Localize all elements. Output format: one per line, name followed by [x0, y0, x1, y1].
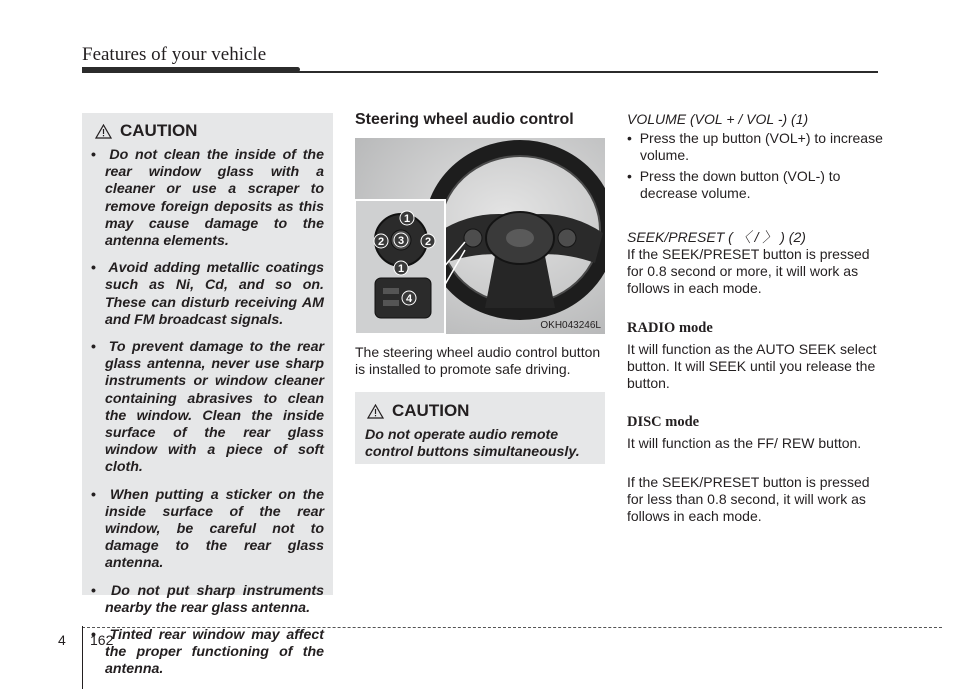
caution-item: • Tinted rear window may affect the proper functioning of the antenna.: [91, 627, 324, 679]
warning-triangle-icon: [95, 124, 112, 139]
chapter-number: 4: [58, 632, 66, 648]
figure-code: OKH043246L: [540, 320, 601, 331]
footer-vertical-rule: [82, 626, 83, 689]
header-title: Features of your vehicle: [82, 44, 267, 65]
steering-wheel-figure: [355, 138, 605, 334]
seek-heading: SEEK/PRESET ( 〈 / 〉 ) (2): [627, 229, 806, 245]
callout-1-bottom: 1: [397, 263, 405, 275]
volume-heading: VOLUME (VOL + / VOL -) (1): [627, 111, 809, 127]
steering-wheel-illustration: [355, 138, 605, 334]
caution-box-middle: [355, 392, 605, 464]
page-number: 162: [90, 632, 114, 648]
callout-4: 4: [405, 293, 413, 305]
disc-mode-paragraph: It will function as the FF/ REW button.: [627, 435, 862, 451]
section-title: Steering wheel audio control: [355, 111, 574, 128]
volume-item: • Press the down button (VOL-) to decrease volume.: [627, 168, 841, 201]
footer-divider: [82, 627, 942, 628]
caution-heading: CAUTION: [120, 121, 198, 140]
radio-mode-heading: RADIO mode: [627, 320, 713, 336]
caution-text: Do not operate audio remote control buttons simultaneously.: [365, 427, 580, 460]
caution-item: • To prevent damage to the rear glass antenna, never use sharp instruments or window cleaner containing abrasives to clean the window. Clean the inside surface of the rear glass window with a piece of soft cloth.: [91, 339, 324, 477]
caution-item: • Do not clean the inside of the rear window glass with a cleaner or use a scraper to remove foreign deposits as this may cause damage to the antenna elements.: [91, 147, 324, 250]
disc-mode-heading: DISC mode: [627, 414, 700, 430]
warning-triangle-icon: [367, 404, 384, 419]
intro-paragraph: The steering wheel audio control button is installed to promote safe driving.: [355, 344, 601, 377]
seek-paragraph: If the SEEK/PRESET button is pressed for 0.8 second or more, it will work as follows in each mode.: [627, 246, 870, 296]
caution-heading: CAUTION: [392, 401, 470, 420]
callout-2-left: 2: [377, 236, 385, 248]
callout-2-right: 2: [424, 236, 432, 248]
caution-item: • When putting a sticker on the inside surface of the rear window, be careful not to damage to the rear glass antenna.: [91, 487, 324, 573]
caution-item: • Avoid adding metallic coatings such as Ni, Cd, and so on. These can disturb receiving AM and FM broadcast signals.: [91, 260, 324, 329]
radio-mode-paragraph: It will function as the AUTO SEEK select button. It will SEEK until you release the button.: [627, 341, 877, 391]
callout-1-top: 1: [403, 213, 411, 225]
caution-item: • Do not put sharp instruments nearby the rear glass antenna.: [91, 583, 324, 617]
header-divider: [82, 71, 878, 73]
volume-item: • Press the up button (VOL+) to increase volume.: [627, 130, 883, 163]
caution-list: [91, 147, 324, 679]
seek-short-paragraph: If the SEEK/PRESET button is pressed for less than 0.8 second, it will work as follows in each mode.: [627, 474, 870, 524]
callout-3: 3: [397, 235, 405, 247]
